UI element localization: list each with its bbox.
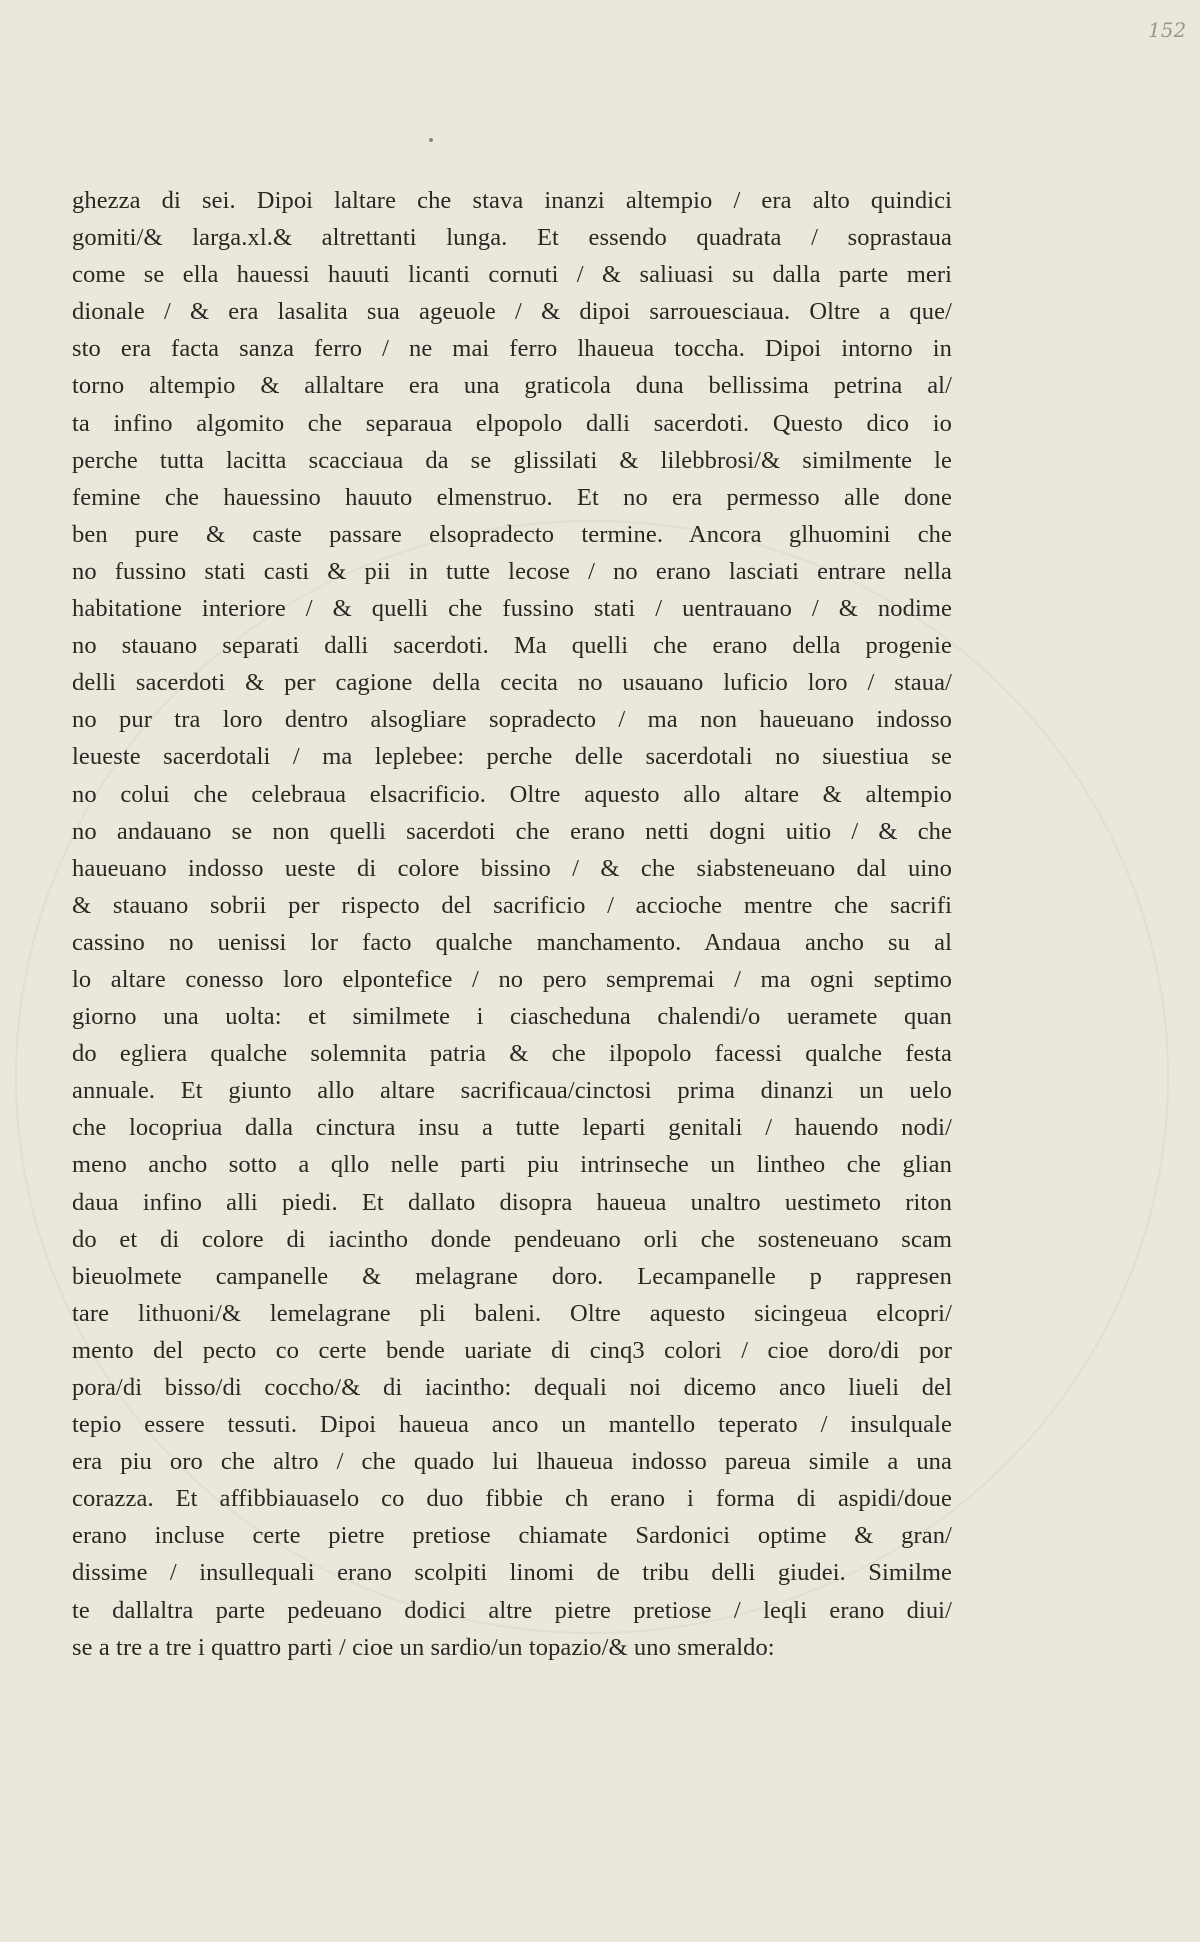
folio-number: 152	[1148, 18, 1187, 42]
text-line: femine che hauessino hauuto elmenstruo. Et no era permesso alle done	[72, 483, 952, 511]
text-line: torno altempio & allaltare era una graticola duna bellissima petrina al/	[72, 372, 952, 400]
text-line: era piu oro che altro / che quado lui lhaueua indosso pareua simile a una	[72, 1448, 952, 1476]
text-line: dionale / & era lasalita sua ageuole / & dipoi sarrouesciaua. Oltre a que/	[72, 298, 952, 326]
text-line: haueuano indosso ueste di colore bissino / & che siabsteneuano dal uino	[72, 854, 952, 882]
text-line: corazza. Et affibbiauaselo co duo fibbie ch erano i forma di aspidi/doue	[72, 1485, 952, 1513]
text-line: come se ella hauessi hauuti licanti cornuti / & saliuasi su dalla parte meri	[72, 261, 952, 289]
text-line: giorno una uolta: et similmete i ciascheduna chalendi/o ueramete quan	[72, 1003, 952, 1031]
text-line: ta infino algomito che separaua elpopolo dalli sacerdoti. Questo dico io	[72, 409, 952, 437]
text-line: daua infino alli piedi. Et dallato disopra haueua unaltro uestimeto riton	[72, 1188, 952, 1216]
text-line: no andauano se non quelli sacerdoti che erano netti dogni uitio / & che	[72, 817, 952, 845]
text-line: erano incluse certe pietre pretiose chiamate Sardonici optime & gran/	[72, 1522, 952, 1550]
text-line: do et di colore di iacintho donde pendeuano orli che sosteneuano scam	[72, 1225, 952, 1253]
text-line: delli sacerdoti & per cagione della cecita no usauano luficio loro / staua/	[72, 669, 952, 697]
text-line: mento del pecto co certe bende uariate di cinq3 colori / cioe doro/di por	[72, 1336, 952, 1364]
text-line: sto era facta sanza ferro / ne mai ferro lhaueua toccha. Dipoi intorno in	[72, 335, 952, 363]
text-line: lo altare conesso loro elpontefice / no pero sempremai / ma ogni septimo	[72, 965, 952, 993]
text-line: cassino no uenissi lor facto qualche manchamento. Andaua ancho su al	[72, 928, 952, 956]
text-line: meno ancho sotto a qllo nelle parti piu intrinseche un lintheo che glian	[72, 1151, 952, 1179]
text-line: no stauano separati dalli sacerdoti. Ma quelli che erano della progenie	[72, 632, 952, 660]
text-line: no pur tra loro dentro alsogliare sopradecto / ma non haueuano indosso	[72, 706, 952, 734]
text-line: te dallaltra parte pedeuano dodici altre pietre pretiose / leqli erano diui/	[72, 1596, 952, 1624]
text-line: perche tutta lacitta scacciaua da se glissilati & lilebbrosi/& similmente le	[72, 446, 952, 474]
text-line: do egliera qualche solemnita patria & che ilpopolo facessi qualche festa	[72, 1040, 952, 1068]
text-line: annuale. Et giunto allo altare sacrificaua/cinctosi prima dinanzi un uelo	[72, 1077, 952, 1105]
text-line: no colui che celebraua elsacrificio. Oltre aquesto allo altare & altempio	[72, 780, 952, 808]
text-line: pora/di bisso/di coccho/& di iacintho: dequali noi dicemo anco liueli del	[72, 1374, 952, 1401]
text-line: che locopriua dalla cinctura insu a tutte leparti genitali / hauendo nodi/	[72, 1114, 952, 1142]
text-line: tepio essere tessuti. Dipoi haueua anco un mantello teperato / insulquale	[72, 1411, 952, 1439]
text-line: dissime / insullequali erano scolpiti linomi de tribu delli giudei. Similme	[72, 1559, 952, 1587]
ink-dot	[429, 138, 433, 142]
text-line: & stauano sobrii per rispecto del sacrificio / accioche mentre che sacrifi	[72, 891, 952, 919]
text-line: tare lithuoni/& lemelagrane pli baleni. Oltre aquesto sicingeua elcopri/	[72, 1299, 952, 1327]
text-line: no fussino stati casti & pii in tutte lecose / no erano lasciati entrare nella	[72, 557, 952, 585]
text-line: bieuolmete campanelle & melagrane doro. Lecampanelle p rappresen	[72, 1262, 952, 1290]
text-line: se a tre a tre i quattro parti / cioe un sardio/un topazio/& uno smeraldo:	[72, 1633, 775, 1661]
text-line: ghezza di sei. Dipoi laltare che stava inanzi altempio / era alto quindici	[72, 187, 952, 214]
text-line: leueste sacerdotali / ma leplebee: perche delle sacerdotali no siuestiua se	[72, 743, 952, 771]
text-line: gomiti/& larga.xl.& altrettanti lunga. Et essendo quadrata / soprastaua	[72, 224, 952, 252]
text-block	[72, 182, 952, 1666]
text-line: habitatione interiore / & quelli che fussino stati / uentrauano / & nodime	[72, 595, 952, 623]
text-line: ben pure & caste passare elsopradecto termine. Ancora glhuomini che	[72, 520, 952, 548]
